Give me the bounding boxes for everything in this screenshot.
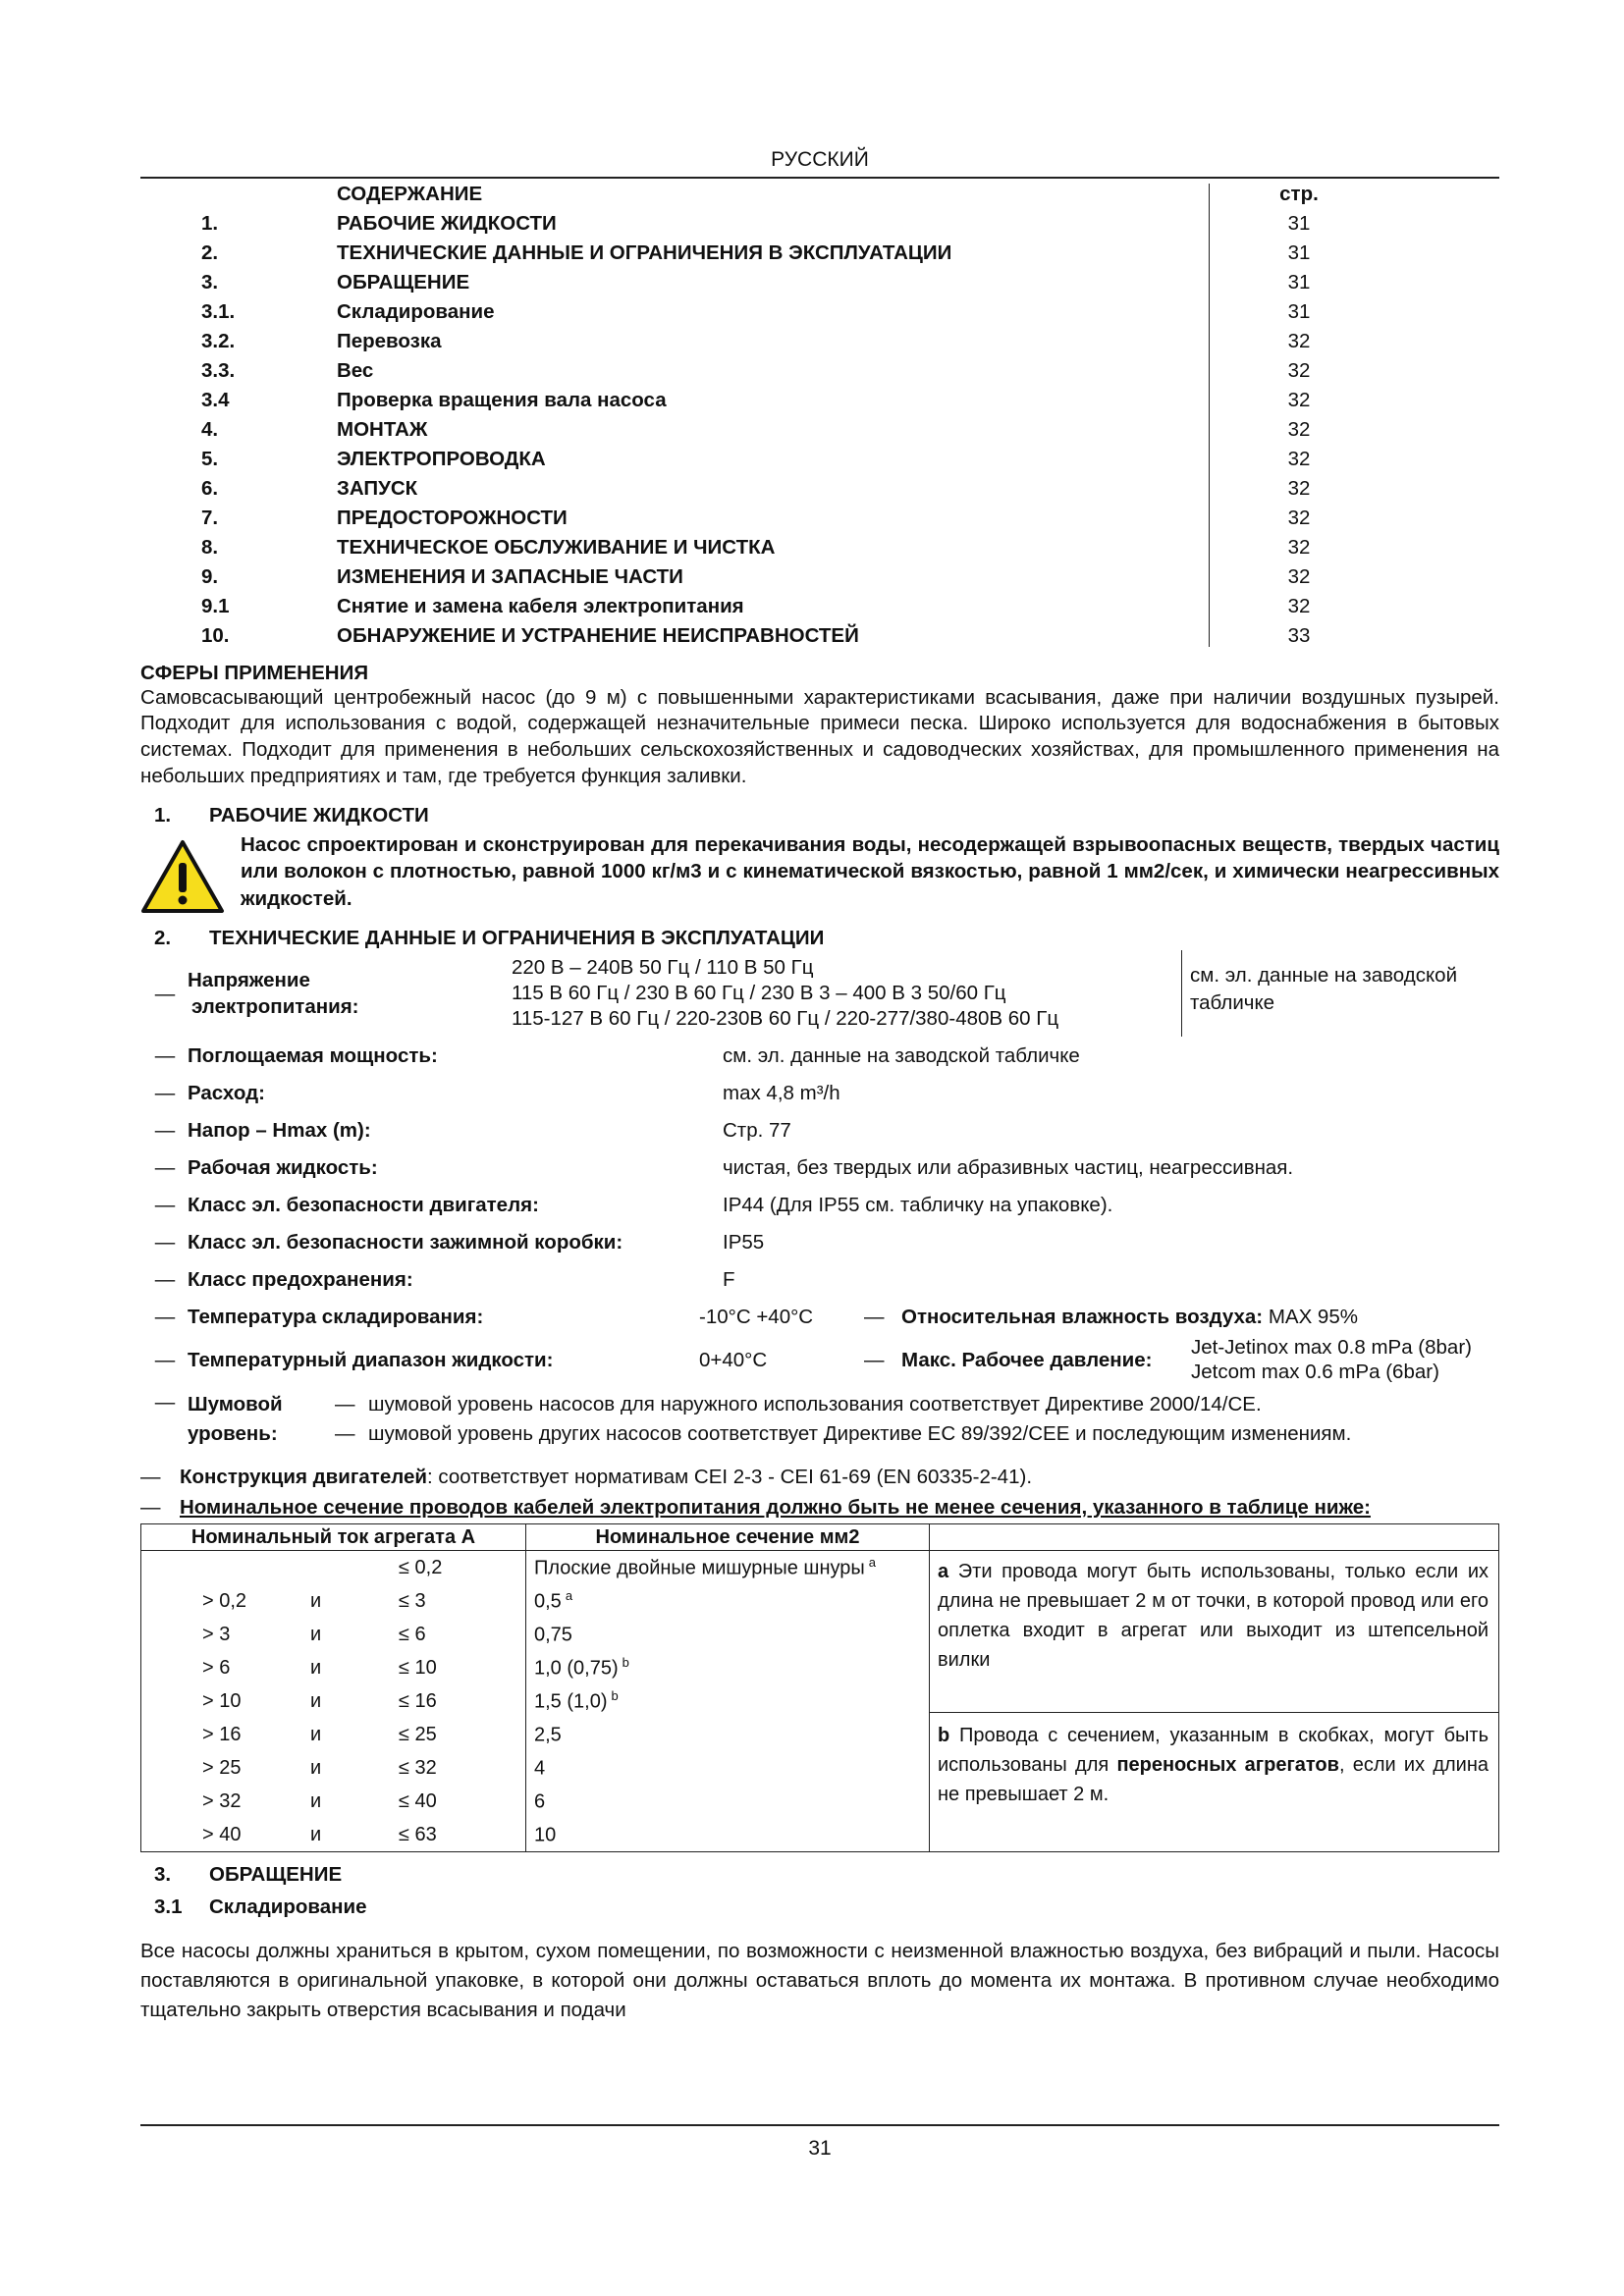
current-max: ≤ 6 [399,1623,426,1645]
footnote-mark [572,1622,576,1636]
spec-label: Класс эл. безопасности зажимной коробки: [188,1230,623,1254]
toc-item [140,415,1499,445]
spec-row: — Напор – Hmax (m): Стр. 77 [140,1111,1499,1148]
current-max: ≤ 10 [399,1656,437,1679]
cable-section: 10 [534,1824,557,1846]
cable-current-row [141,1818,525,1851]
toc-header [140,180,1499,209]
cable-section: 1,0 (0,75) [534,1657,619,1680]
spec-row: — Рабочая жидкость: чистая, без твердых или абразивных частиц, неагрессивная. [140,1148,1499,1186]
toc-item-page: 31 [1287,212,1311,236]
current-min: > 0,2 [202,1589,247,1612]
cable-current-row [141,1751,525,1785]
toc-item-page: 32 [1287,418,1311,442]
toc-item-title: Снятие и замена кабеля электропитания [337,595,744,618]
spec-value: IP55 [723,1230,765,1254]
toc-item-title: МОНТАЖ [337,418,428,442]
toc-item [140,239,1499,268]
current-min: > 3 [202,1623,231,1645]
table-of-contents [140,180,1499,651]
current-max: ≤ 40 [399,1789,437,1812]
toc-item-title: ОБНАРУЖЕНИЕ И УСТРАНЕНИЕ НЕИСПРАВНОСТЕЙ [337,624,859,648]
spec-liquid-temp: — Температурный диапазон жидкости: 0+40°C — Макс. Рабочее давление: Jet-Jetinox max 0.8 mPa (8bar) Jetcom max 0.6 mPa (6bar) [154,1335,1472,1384]
toc-item-page: 31 [1287,271,1311,294]
toc-item-page: 32 [1287,389,1311,412]
cable-section: Плоские двойные мишурные шнуры [534,1557,865,1579]
voltage-values: 220 В – 240В 50 Гц / 110 В 50 Гц 115 В 60 Гц / 230 В 60 Гц / 230 В 3 – 400 В 3 50/60 Гц 115-127 В 60 Гц / 220-230В 60 Гц / 220-277/380-480В 60 Гц [512,955,1059,1031]
current-max: ≤ 16 [399,1689,437,1712]
toc-item-page: 32 [1287,448,1311,471]
toc-page-header: стр. [1279,183,1319,206]
cable-table-header: Номинальный ток агрегата А Номинальное сечение мм2 [141,1524,1499,1551]
current-max: ≤ 63 [399,1823,437,1845]
toc-item [140,297,1499,327]
page-number: 31 [808,2137,832,2160]
cable-section: 6 [534,1790,546,1813]
toc-item-title: ПРЕДОСТОРОЖНОСТИ [337,507,568,530]
current-max: ≤ 25 [399,1723,437,1745]
current-min: > 32 [202,1789,242,1812]
cable-section: 4 [534,1757,546,1780]
spec-value: Стр. 77 [723,1118,791,1142]
toc-item-number: 1. [201,212,219,236]
section-1-heading: 1. РАБОЧИЕ ЖИДКОСТИ [154,804,429,828]
cable-section-row [534,1551,921,1584]
toc-item [140,562,1499,592]
current-min [141,1551,310,1584]
toc-item [140,268,1499,297]
cable-section-row [534,1785,921,1818]
current-and: и [310,1589,322,1612]
footnote-mark [545,1755,549,1770]
spec-label: Класс предохранения: [188,1267,413,1291]
toc-item-title: ТЕХНИЧЕСКИЕ ДАННЫЕ И ОГРАНИЧЕНИЯ В ЭКСПЛУАТАЦИИ [337,241,952,265]
current-and: и [310,1823,322,1845]
spec-value: чистая, без твердых или абразивных частиц, неагрессивная. [723,1155,1294,1179]
toc-item-page: 32 [1287,330,1311,353]
note-a: a Эти провода могут быть использованы, только если их длина не превышает 2 м от точки, в которой провод или его оплетка входит в агрегат или выходит из штепсельной вилки [930,1551,1498,1713]
toc-item-page: 32 [1287,477,1311,501]
toc-item-page: 32 [1287,536,1311,560]
spec-row: — Поглощаемая мощность: см. эл. данные на заводской табличке [140,1037,1499,1074]
toc-item-number: 7. [201,507,219,530]
cable-current-row [141,1618,525,1651]
toc-item [140,356,1499,386]
toc-item-number: 2. [201,241,219,265]
current-min: > 25 [202,1756,242,1779]
note-b: b Провода с сечением, указанным в скобках, могут быть использованы для переносных агрегатов, если их длина не превышает 2 м. [938,1725,1489,1806]
toc-item-number: 6. [201,477,219,501]
current-min: > 6 [202,1656,231,1679]
spec-row: — Класс предохранения: F [140,1260,1499,1298]
footnote-mark [556,1822,560,1837]
toc-item-number: 9.1 [201,595,230,618]
toc-item-page: 32 [1287,565,1311,589]
voltage-label-1: Напряжение [188,968,310,991]
section-1 [140,803,1499,920]
spec-noise: — Шумовой уровень: — шумовой уровень насосов для наружного использования соответствует Директиве 2000/14/CE. — шумовой уровень других насосов соответствует Директиве EC 89/392/CEE и последующим изменениям. [154,1391,1352,1445]
current-and [310,1551,399,1584]
toc-item-title: Складирование [337,300,495,324]
toc-item-title: ТЕХНИЧЕСКОЕ ОБСЛУЖИВАНИЕ И ЧИСТКА [337,536,776,560]
toc-item-number: 9. [201,565,219,589]
cable-current-row [141,1584,525,1618]
cable-section-row [534,1618,921,1651]
spec-label: Поглощаемая мощность: [188,1043,438,1067]
spec-list [140,950,1499,1520]
cable-heading: Номинальное сечение проводов кабелей электропитания должно быть не менее сечения, указанного в таблице ниже: [180,1495,1371,1519]
footnote-mark: a [868,1555,877,1571]
applications-text: Самовсасывающий центробежный насос (до 9 м) с повышенными характеристиками всасывания, даже при наличии воздушных пузырей. Подходит для использования с водой, содержащей незначительные примеси песка. Широко используется для водоснабжения в бытовых системах. Подходит для применения в небольших сельскохозяйственных и садоводческих хозяйствах, для промышленного применения на небольших предприятиях и там, где требуется функция заливки. [140,685,1499,787]
current-and: и [310,1756,322,1779]
current-max: ≤ 3 [399,1589,426,1612]
toc-item-number: 4. [201,418,219,442]
toc-divider [1209,184,1210,647]
spec-voltage: — Напряжение электропитания: 220 В – 240В 50 Гц / 110 В 50 Гц 115 В 60 Гц / 230 В 60 Гц / 230 В 3 – 400 В 3 50/60 Гц 115-127 В 60 Гц / 220-230В 60 Гц / 220-277/380-480В 60 Гц см. эл. данные на заводской табличке [140,950,1499,1037]
cable-section: 0,5 [534,1590,562,1613]
toc-title: СОДЕРЖАНИЕ [337,183,483,206]
toc-item-page: 31 [1287,241,1311,265]
cable-current-row [141,1785,525,1818]
cable-section-row [534,1651,921,1684]
voltage-note: см. эл. данные на заводской табличке [1181,950,1457,1037]
toc-item-page: 32 [1287,359,1311,383]
warning-block [140,831,1499,920]
toc-item-number: 3.3. [201,359,236,383]
toc-item [140,474,1499,504]
section-3-heading: 3. ОБРАЩЕНИЕ [154,1863,343,1887]
current-min: > 10 [202,1689,242,1712]
toc-item-number: 3.1. [201,300,236,324]
cable-section: 0,75 [534,1624,572,1646]
footnote-mark [545,1789,549,1803]
cable-section: 1,5 (1,0) [534,1690,608,1713]
toc-item-page: 32 [1287,595,1311,618]
section-3-1-heading: 3.1 Складирование [154,1896,367,1919]
spec-row: — Класс эл. безопасности двигателя: IP44 (Для IP55 см. табличку на упаковке). [140,1186,1499,1223]
current-and: и [310,1656,322,1679]
toc-item [140,533,1499,562]
section-3 [140,1862,1499,2024]
spec-label: Рабочая жидкость: [188,1155,378,1179]
cable-current-row [141,1651,525,1684]
spec-value: IP44 (Для IP55 см. табличку на упаковке). [723,1193,1113,1216]
cable-section: 2,5 [534,1724,562,1746]
language-header: РУССКИЙ [140,147,1499,179]
footnote-mark: b [622,1655,629,1671]
current-and: и [310,1623,322,1645]
section-2-heading: 2. ТЕХНИЧЕСКИЕ ДАННЫЕ И ОГРАНИЧЕНИЯ В ЭКСПЛУАТАЦИИ [154,927,825,950]
spec-row: — Класс эл. безопасности зажимной коробки: IP55 [140,1223,1499,1260]
toc-item-title: Вес [337,359,374,383]
cable-current-row [141,1551,525,1584]
toc-item [140,592,1499,621]
cable-current-row [141,1684,525,1718]
current-min: > 40 [202,1823,242,1845]
footnote-mark: b [611,1688,619,1704]
toc-item-number: 3.2. [201,330,236,353]
toc-item [140,445,1499,474]
cable-section-row [534,1818,921,1851]
page [140,147,1499,2024]
toc-item-number: 10. [201,624,230,648]
toc-item-number: 5. [201,448,219,471]
current-max: ≤ 32 [399,1756,437,1779]
toc-item-number: 8. [201,536,219,560]
page-footer [140,2124,1499,2162]
toc-item-title: ИЗМЕНЕНИЯ И ЗАПАСНЫЕ ЧАСТИ [337,565,683,589]
toc-item [140,209,1499,239]
spec-label: Расход: [188,1081,265,1104]
toc-item-title: ЗАПУСК [337,477,418,501]
cable-section-row [534,1684,921,1718]
toc-item [140,621,1499,651]
spec-storage-temp: — Температура складирования: -10°C +40°C — Относительная влажность воздуха: MAX 95% [154,1305,1358,1328]
spec-row: — Расход: max 4,8 m³/h [140,1074,1499,1111]
section-2 [140,926,1499,1852]
footnote-mark [562,1722,566,1736]
spec-label: Класс эл. безопасности двигателя: [188,1193,539,1216]
warning-icon [140,831,241,920]
voltage-label-2: электропитания: [191,995,359,1019]
toc-item [140,327,1499,356]
toc-item-number: 3.4 [201,389,230,412]
spec-label: Напор – Hmax (m): [188,1118,371,1142]
current-max: ≤ 0,2 [399,1556,443,1578]
cable-table [140,1523,1499,1852]
warning-text: Насос спроектирован и сконструирован для перекачивания воды, несодержащей взрывоопасных веществ, твердых частиц или волокон с плотностью, равной 1000 кг/м3 и с кинематической вязкостью, равной 1 мм2/сек, и химически неагрессивных жидкостей. [241,833,1499,910]
toc-item [140,504,1499,533]
cable-section-row [534,1584,921,1618]
spec-value: F [723,1267,735,1291]
current-and: и [310,1789,322,1812]
spec-value: max 4,8 m³/h [723,1081,840,1104]
toc-item-page: 33 [1287,624,1311,648]
toc-item-title: Проверка вращения вала насоса [337,389,667,412]
toc-item-title: ЭЛЕКТРОПРОВОДКА [337,448,546,471]
current-and: и [310,1689,322,1712]
cable-heading-row: — Номинальное сечение проводов кабелей электропитания должно быть не менее сечения, указанного в таблице ниже: [140,1495,1371,1519]
applications-heading: СФЕРЫ ПРИМЕНЕНИЯ [140,661,369,684]
current-min: > 16 [202,1723,242,1745]
applications-section [140,661,1499,790]
toc-item-page: 31 [1287,300,1311,324]
storage-text: Все насосы должны храниться в крытом, сухом помещении, по возможности с неизменной влажностью воздуха, без вибраций и пыли. Насосы поставляются в оригинальной упаковке, в которой они должны оставаться вплоть до момента их монтажа. В противном случае необходимо тщательно закрыть отверстия всасывания и подачи [140,1940,1499,2021]
toc-item-title: ОБРАЩЕНИЕ [337,271,470,294]
cable-section-row [534,1718,921,1751]
toc-item [140,386,1499,415]
toc-item-title: Перевозка [337,330,442,353]
toc-item-title: РАБОЧИЕ ЖИДКОСТИ [337,212,557,236]
toc-item-page: 32 [1287,507,1311,530]
current-and: и [310,1723,322,1745]
spec-motor: — Конструкция двигателей: соответствует нормативам CEI 2-3 - CEI 61-69 (EN 60335-2-41). [140,1465,1033,1488]
toc-item-number: 3. [201,271,219,294]
cable-section-row [534,1751,921,1785]
spec-value: см. эл. данные на заводской табличке [723,1043,1080,1067]
footnote-mark: a [565,1588,573,1604]
cable-current-row [141,1718,525,1751]
